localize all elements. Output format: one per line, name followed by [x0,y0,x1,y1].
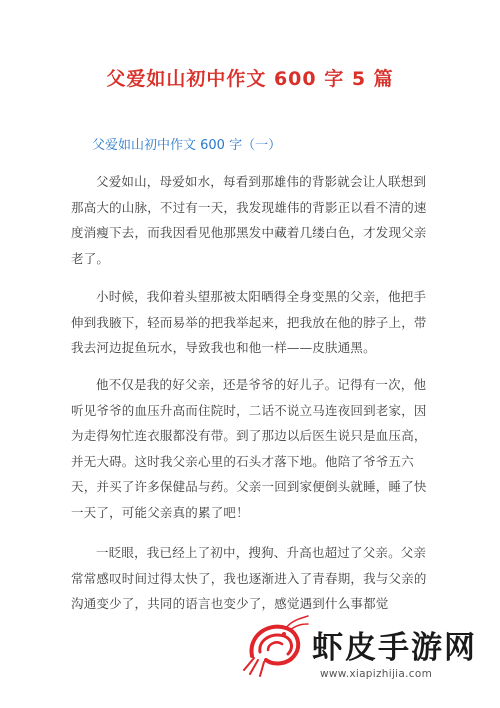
paragraph-3: 他不仅是我的好父亲，还是爷爷的好儿子。记得有一次，他听见爷爷的血压升高而住院时，二话不说立马连夜回到老家，因为走得匆忙连衣服都没有带。到了那边以后医生说只是血压高，并无大碍。这时我父亲心里的石头才落下地。他陪了爷爷五六天，并买了许多保健品与药。父亲一回到家便倒头就睡，睡了快一天了，可能父亲真的累了吧！ [71,377,427,520]
watermark-url: www.xiapizhijia.com [320,668,433,680]
watermark-brand: 虾皮手游网 [312,630,477,666]
paragraph-2: 小时候，我仰着头望那被太阳晒得全身变黑的父亲，他把手伸到我腋下，轻而易举的把我举起来，把我放在他的脖子上，带我去河边捉鱼玩水，导致我也和他一样——皮肤通黑。 [71,289,427,355]
site-watermark [238,610,500,708]
section-title: 父爱如山初中作文 600 字（一） [92,138,282,153]
shrimp-logo-icon [238,612,310,684]
paragraph-4: 一眨眼，我已经上了初中，搜狗、升高也超过了父亲。父亲常常感叹时间过得太快了，我也逐渐进入了青春期，我与父亲的沟通变少了，共同的语言也变少了，感觉遇到什么事都觉 [71,545,427,611]
document-title: 父爱如山初中作文 600 字 5 篇 [106,68,394,90]
paragraph-1: 父爱如山，母爱如水，每看到那雄伟的背影就会让人联想到那高大的山脉，不过有一天，我发现雄伟的背影正以看不清的速度消瘦下去，而我因看见他那黑发中藏着几缕白色，才发现父亲老了。 [71,174,427,266]
